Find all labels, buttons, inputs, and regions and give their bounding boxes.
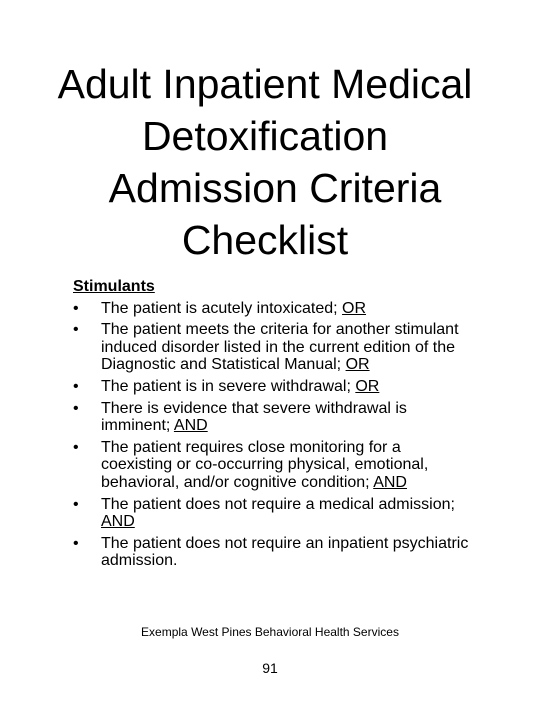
item-conjunction: OR <box>355 377 380 395</box>
title-line: Detoxification <box>141 113 389 159</box>
list-item <box>73 378 473 396</box>
bullet-icon: • <box>73 399 79 417</box>
item-text: The patient requires close monitoring for a coexisting or co-occurring physical, emotional, behavioral, and/or cognitive condition; <box>101 438 429 491</box>
item-text: The patient does not require a medical admission; <box>101 495 455 513</box>
section-heading: Stimulants <box>73 278 155 295</box>
footer-organization: Exempla West Pines Behavioral Health Services <box>141 625 399 639</box>
title-line: Adult Inpatient Medical <box>57 61 473 107</box>
item-conjunction: OR <box>342 299 367 317</box>
criteria-list <box>73 300 473 570</box>
item-conjunction: AND <box>101 513 135 531</box>
bullet-icon: • <box>73 377 79 395</box>
item-text: The patient does not require an inpatient psychiatric admission. <box>101 534 469 570</box>
page-title <box>0 58 540 266</box>
list-item <box>73 496 473 531</box>
list-item <box>73 439 473 492</box>
item-conjunction: AND <box>173 417 208 435</box>
bullet-icon: • <box>73 299 79 317</box>
title-line: Checklist <box>181 217 349 263</box>
list-item <box>73 535 473 570</box>
list-item <box>73 321 473 374</box>
item-text: The patient is acutely intoxicated; <box>101 299 343 317</box>
item-text: There is evidence that severe withdrawal is imminent; <box>101 399 407 435</box>
list-item <box>73 400 473 435</box>
bullet-icon: • <box>73 321 79 339</box>
bullet-icon: • <box>73 534 79 552</box>
item-text: The patient meets the criteria for another stimulant induced disorder listed in the current edition of the Diagnostic and Statistical Manual; <box>101 321 459 374</box>
title-line: Admission Criteria <box>108 165 442 211</box>
item-conjunction: AND <box>373 473 407 491</box>
bullet-icon: • <box>73 438 79 456</box>
list-item <box>73 300 473 318</box>
item-conjunction: OR <box>345 356 370 374</box>
bullet-icon: • <box>73 495 79 513</box>
page-number: 91 <box>262 660 278 676</box>
criteria-section <box>73 278 473 574</box>
item-text: The patient is in severe withdrawal; <box>101 377 356 395</box>
